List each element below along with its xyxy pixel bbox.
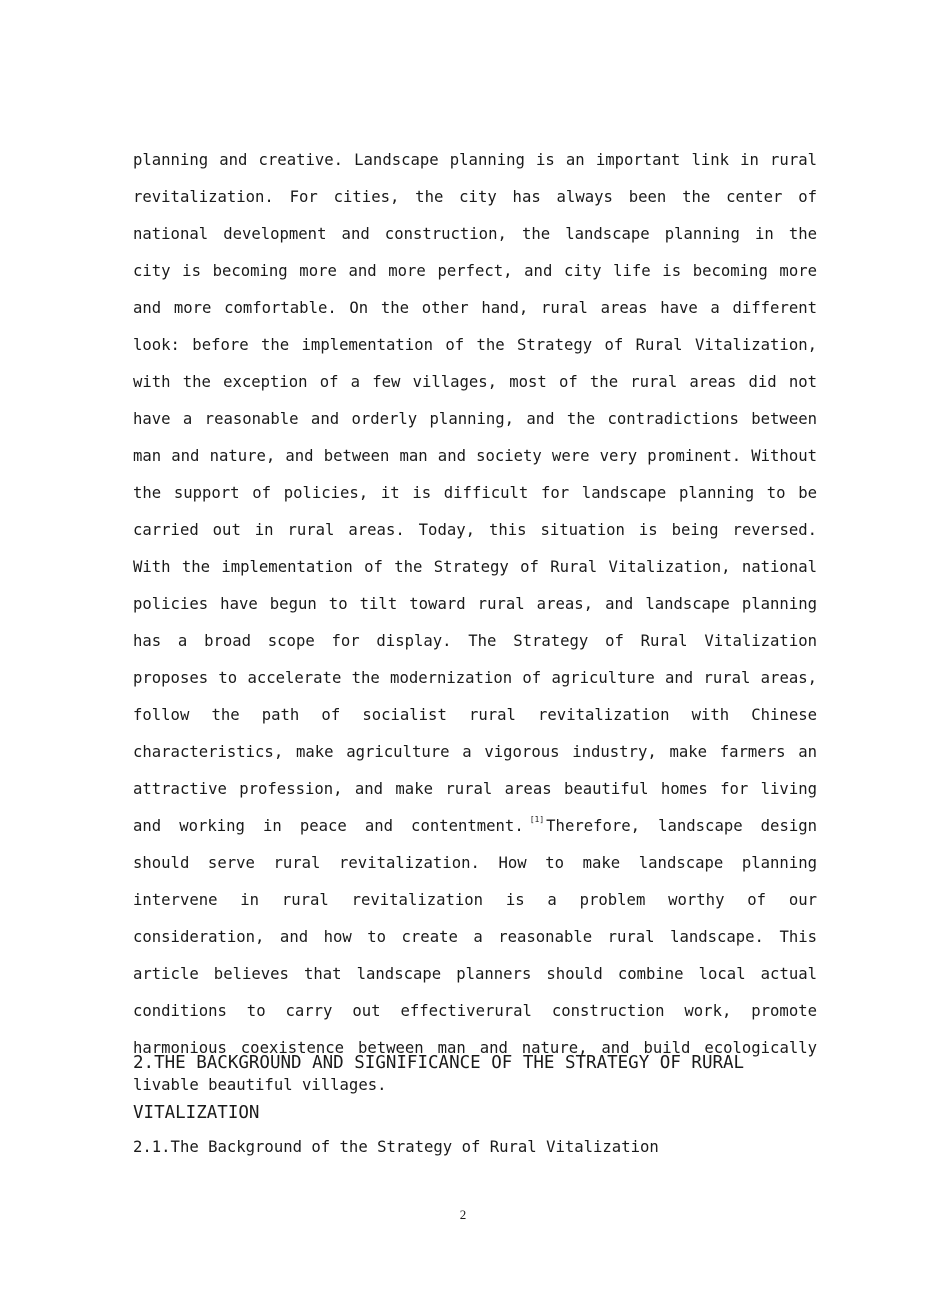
citation-reference[interactable]: [1] [529,815,545,824]
section-heading: 2.THE BACKGROUND AND SIGNIFICANCE OF THE STRATEGY OF RURAL VITALIZATION [133,1053,745,1123]
subsection-heading: 2.1.The Background of the Strategy of Rural Vitalization [133,1138,659,1156]
body-paragraph [133,142,817,1104]
paragraph-text-part-1: planning and creative. Landscape planning is an important link in rural revitalization. For cities, the city has always been the center of national development and construction, the landscape planning in the city is becoming more and more perfect, and city life is becoming more and more comfortable. On the other hand, rural areas have a different look: before the implementation of the Strategy of Rural Vitalization, with the exception of a few villages, most of the rural areas did not have a reasonable and orderly planning, and the contradictions between man and nature, and between man and society were very prominent. Without the support of policies, it is difficult for landscape planning to be carried out in rural areas. Today, this situation is being reversed. With the implementation of the Strategy of Rural Vitalization, national policies have begun to tilt toward rural areas, and landscape planning has a broad scope for display. The Strategy of Rural Vitalization proposes to accelerate the modernization of agriculture and rural areas, follow the path of socialist rural revitalization with Chinese characteristics, make agriculture a vigorous industry, make farmers an attractive profession, and make rural areas beautiful homes for living and working in peace and contentment. [133,151,817,835]
paragraph-text-part-2: Therefore, landscape design should serve rural revitalization. How to make landscape planning intervene in rural revitalization is a problem worthy of our consideration, and how to create a reasonable rural landscape. This article believes that landscape planners should combine local actual conditions to carry out effectiverural construction work, promote harmonious coexistence between man and nature, and build ecologically livable beautiful villages. [133,817,817,1094]
page-number: 2 [459,1207,467,1222]
